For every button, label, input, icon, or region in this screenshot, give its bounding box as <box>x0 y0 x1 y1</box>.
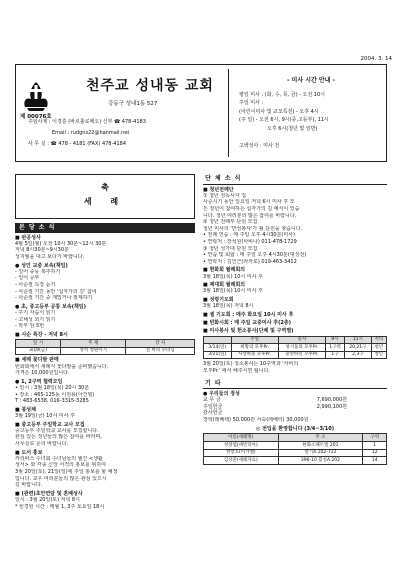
mass-line: 고백성사 : 미사 전 <box>239 142 280 149</box>
news-heading: ■ 현화회 월례회의 <box>203 267 246 274</box>
news-line: * 빈경된 시간 : 매월 1, 3주 토요일 18시 <box>15 503 105 510</box>
table-cell: 12 <box>363 449 387 457</box>
table-header: 강 사 <box>126 340 195 348</box>
table-cell: 김상준(세례자요) <box>204 457 279 465</box>
news-heading: ■ 판공성사 <box>15 234 41 241</box>
email-link[interactable]: Email : rudgns22@hanmail.net <box>52 130 130 136</box>
news-line: 중고등부 주일학교 교사를 모집합니다. <box>15 427 99 434</box>
table-cell: 1 <box>363 442 387 450</box>
table-row <box>204 344 387 352</box>
news-line: • 연락처 : 김인근(라자로) 019-463-3412 <box>203 258 297 265</box>
church-address: 강동구 성내1동 527 <box>108 101 158 107</box>
news-line: 성서> 와 각종 신앙 서적의 홍보를 위하여 <box>15 462 107 469</box>
mass-line: (주 일) - 오전 6시, 9시(중,고등부), 11시 <box>239 117 329 123</box>
church-name: 천주교 성내동 교회 <box>86 78 214 94</box>
news-line: 사순시기 동안 일요일 저녁 6시 미사 후 모 <box>203 199 295 206</box>
priest-info: 주임사제 : 이경훈 (바르톨로메오) 신부 ☎ 478-4183 <box>28 119 146 125</box>
group-news-title: 단 체 소 식 <box>203 174 387 185</box>
table-header: 주 제 <box>60 340 125 348</box>
table-cell: 3/14(일) <box>204 344 232 352</box>
table-cell: 1구 <box>325 351 344 359</box>
bulletin-date: 2004. 3. 14 <box>360 56 392 62</box>
news-line: 든 청년이 참여하는 십자가의 길 예식이 있습 <box>203 205 300 212</box>
news-line: • 연습 및 회합 : 매 주일 오후 4시30분(대성전) <box>203 252 307 259</box>
table-cell: 20,21구 <box>345 344 372 352</box>
table-cell: 1구역 <box>325 344 344 352</box>
news-line: 일시 : 3월 20일(토) 저녁 8시 <box>15 497 80 504</box>
news-line: 니다. 청년 여러분의 많은 참여를 바랍니다. <box>203 212 297 219</box>
news-heading: ● 초, 중고등부 공통 보속(책임) <box>15 303 86 310</box>
lecture-table-wrap <box>15 339 195 355</box>
news-heading: ■ 청년전례단 <box>203 186 234 193</box>
table-cell: 천창호(미카엘) <box>204 449 279 457</box>
news-line: 가격은 10,000원입니다. <box>15 370 70 377</box>
table-cell: 3/21(일) <box>204 351 232 359</box>
news-line: 3월 18일(목) 저녁 8시 <box>203 303 254 310</box>
news-line: 3월 20일(토) 청소봉사는 10구역과 '자비의 <box>203 361 299 368</box>
table-header: 11시 <box>345 336 372 344</box>
issue-number: 제 00076호 <box>20 114 52 120</box>
news-line: 까리따스 수녀회 수녀님들의 월간 <생활 <box>15 455 103 462</box>
table-row <box>204 457 387 465</box>
finance-label: 감사헌금 <box>203 410 223 417</box>
table-header: 봉사 <box>278 336 325 344</box>
news-line: 청년 미사의 '반성봉사'가 될 단원을 찾습니다. <box>203 225 303 232</box>
news-heading: ■ (관련)초안면담 및 혼배성사 <box>15 490 83 497</box>
table-cell: 성시돌의 모후Pr. <box>278 344 325 352</box>
table-header: 9시 <box>325 336 344 344</box>
table-cell: 청년 <box>371 344 386 352</box>
table-row <box>16 347 195 355</box>
table-cell: 딸기A.102-712 <box>278 449 363 457</box>
news-line: • 연락처 : 장석원(사비나) 011-478-1729 <box>203 238 297 245</box>
news-heading: ■ 도서 홍보 <box>15 449 43 456</box>
table-cell: 청년 <box>371 351 386 359</box>
news-line: 성지월을 대고 보다기 바랍니다. <box>15 253 85 260</box>
contact-info <box>28 117 146 150</box>
news-line: - 사순절 기간 동안 '십자가의 길' 참여 <box>15 288 97 295</box>
finance-amount: 2,990,100원 <box>316 403 347 410</box>
right-column <box>203 174 387 467</box>
table-header: 이름(세례명) <box>204 434 279 442</box>
table-header <box>204 336 232 344</box>
congrats-heading: 축 <box>101 183 109 192</box>
news-heading: ■ 셀 기도회 : 매주 화요일 10시 미사 후 <box>203 311 294 318</box>
news-line: 저녁 8시30분~9시30분 <box>15 247 69 254</box>
news-heading: ■ 봉성체 <box>15 406 36 413</box>
news-line: - 주기 자습서 읽기 <box>15 310 56 316</box>
finance-amount: 7,690,000원 <box>316 397 347 404</box>
table-row <box>204 449 387 457</box>
news-line: • 장소 : 465-125동 이원용(아건델) <box>15 391 95 398</box>
news-heading: ■ 빈화시회 : 매 주일 교중미사 후(2층) <box>203 320 292 327</box>
news-line: 3월 18일(목) 10시 미사 후 <box>203 288 263 295</box>
finance-title: ● 우리들의 정성 <box>203 391 240 398</box>
table-row <box>204 351 387 359</box>
news-line: - 일어 중등 복추하기 <box>15 268 61 275</box>
news-line: 사무실로 문의 바랍니다. <box>15 441 69 448</box>
parish-news-list <box>15 235 195 339</box>
bulletin-header <box>15 64 387 162</box>
news-line: - 고해성 외기 읽기 <box>15 316 56 323</box>
news-line: 빈화회에서 세례식 꽃다발을 준비했습니다. <box>15 363 109 370</box>
news-heading: ■ 미사봉사 및 헌소봉사(단체 및 구역별) <box>203 328 294 335</box>
office-info: 사 무 실 : ☎ 478 - 4181 (FAX) 478-4184 <box>28 141 127 147</box>
table-cell: 전 바라 수녀님 <box>126 347 195 355</box>
news-line: 4월 5일(월) 오전 10시 30분~12시 30분 <box>15 240 107 247</box>
news-line: 3월 20일(토), 21일(일)에 주일 홍보를 할 예정 <box>15 469 118 476</box>
baptism-congrats-box <box>15 174 195 219</box>
mass-line: 평일 미사 : (화, 수, 목, 금) - 오전 10시 <box>239 91 325 98</box>
table-cell: 3/19(금) <box>16 347 61 355</box>
newcomer-table <box>203 433 387 465</box>
table-header: 구역 <box>363 434 387 442</box>
service-table <box>203 336 387 360</box>
news-line: ② 청년 전례부 단원 모집 <box>203 219 258 226</box>
news-heading: ● 성인 교중 보속(책임) <box>15 262 68 269</box>
table-cell: 14 <box>363 457 387 465</box>
news-line: 3월 18일(목) 10시 미사 후 <box>203 273 263 280</box>
news-line: T : 483-6538, 016-3315-3285 <box>15 398 89 405</box>
church-logo-icon <box>19 79 53 113</box>
news-line: • 전례 연습 : 매 주일 오후 4시30분(미사) <box>203 232 295 239</box>
left-column <box>15 174 195 510</box>
mass-schedule <box>228 69 383 157</box>
mass-line: (어린이미사 및 교모특전) - 오후 4시 <box>239 108 319 115</box>
table-row <box>204 442 387 450</box>
newcomer-table-wrap <box>203 433 387 465</box>
lecture-table <box>15 339 195 355</box>
table-cell: 희망의 모후Pr. <box>231 344 278 352</box>
news-heading: ■ 사순 특강 - 저녁 8시 <box>15 331 68 338</box>
news-line: 모후Pr.' 에서 해주시면 됩니다. <box>203 368 270 375</box>
finance-label: 주일헌금 <box>203 403 223 410</box>
mass-line: 주일 미사 : <box>239 100 264 106</box>
news-line: - 사순절 특강 듣기 <box>15 281 56 288</box>
table-cell: 영적 청원이기 <box>60 347 125 355</box>
table-cell: 충만하신 모후Pr. <box>278 351 325 359</box>
news-line: 길 바랍니다. <box>15 482 43 489</box>
newcomer-title: ◎ 전입을 환영합니다 (3/4~3/10) <box>255 426 335 433</box>
cleaning-note <box>203 361 387 374</box>
table-header: 주일 <box>231 336 278 344</box>
parish-news-title: 본 당 소 식 <box>15 223 195 233</box>
mass-title: - 미사 시간 안내 - <box>286 77 336 84</box>
finance-note: 장학(레베테) 50,000원 서숙(레베터) 30,000원 <box>203 416 309 423</box>
news-heading: ■ 성령기도회 <box>203 296 234 303</box>
finance-label: 교 무 금 <box>203 397 221 404</box>
news-line: ③ 청년 성가대 단원 모집 <box>203 245 258 252</box>
news-line: - 일어 공부 <box>15 275 40 282</box>
news-heading: ■ 제대회 월례회의 <box>203 282 246 289</box>
parish-news-list-2 <box>15 357 195 510</box>
other-news-title: 기 타 <box>203 379 387 390</box>
news-line: 관심 있는 청년들의 많은 참여를 바라며, <box>15 434 102 441</box>
news-line: ① 청년 성독사자 집 <box>203 192 247 199</box>
news-line: 입니다. 교우 여러분들의 많은 관심 있으시 <box>15 475 107 482</box>
table-header: 주 소 <box>278 434 363 442</box>
table-cell: 396-10 힐실A.202 <box>278 457 363 465</box>
news-heading: ■ 중고등부 주일학교 교사 모집 <box>15 421 85 428</box>
group-news-list <box>203 187 387 335</box>
service-table-wrap <box>203 336 387 360</box>
news-line: • 일시 : 3월 18일(목) 20시 30분 <box>15 384 90 391</box>
news-line: - 학부 암 5번 <box>15 323 45 330</box>
news-line: 3월 19일(금) 10시 미사 후 <box>15 413 75 419</box>
table-cell: 2,3구 <box>345 351 372 359</box>
mass-line <box>239 133 383 142</box>
news-heading: ■ 세례 꽃다발 판매 <box>15 357 59 364</box>
news-heading: ● 1, 2구역 협력모임 <box>15 378 63 385</box>
table-cell: 한화소폐트빌 201 <box>278 442 363 450</box>
table-cell: 사랑하올 모후Pr. <box>231 351 278 359</box>
table-cell: 성창엽(세빈리아) <box>204 442 279 450</box>
table-header: 저녁 <box>371 336 386 344</box>
news-line: - 사순절 기간 중 재밌거나 절제하기 <box>15 295 93 302</box>
baptism-heading: 세 례 <box>83 197 127 206</box>
table-header: 일 시 <box>16 340 61 348</box>
mass-line: 오후 6시(청년 및 일반) <box>267 125 318 132</box>
